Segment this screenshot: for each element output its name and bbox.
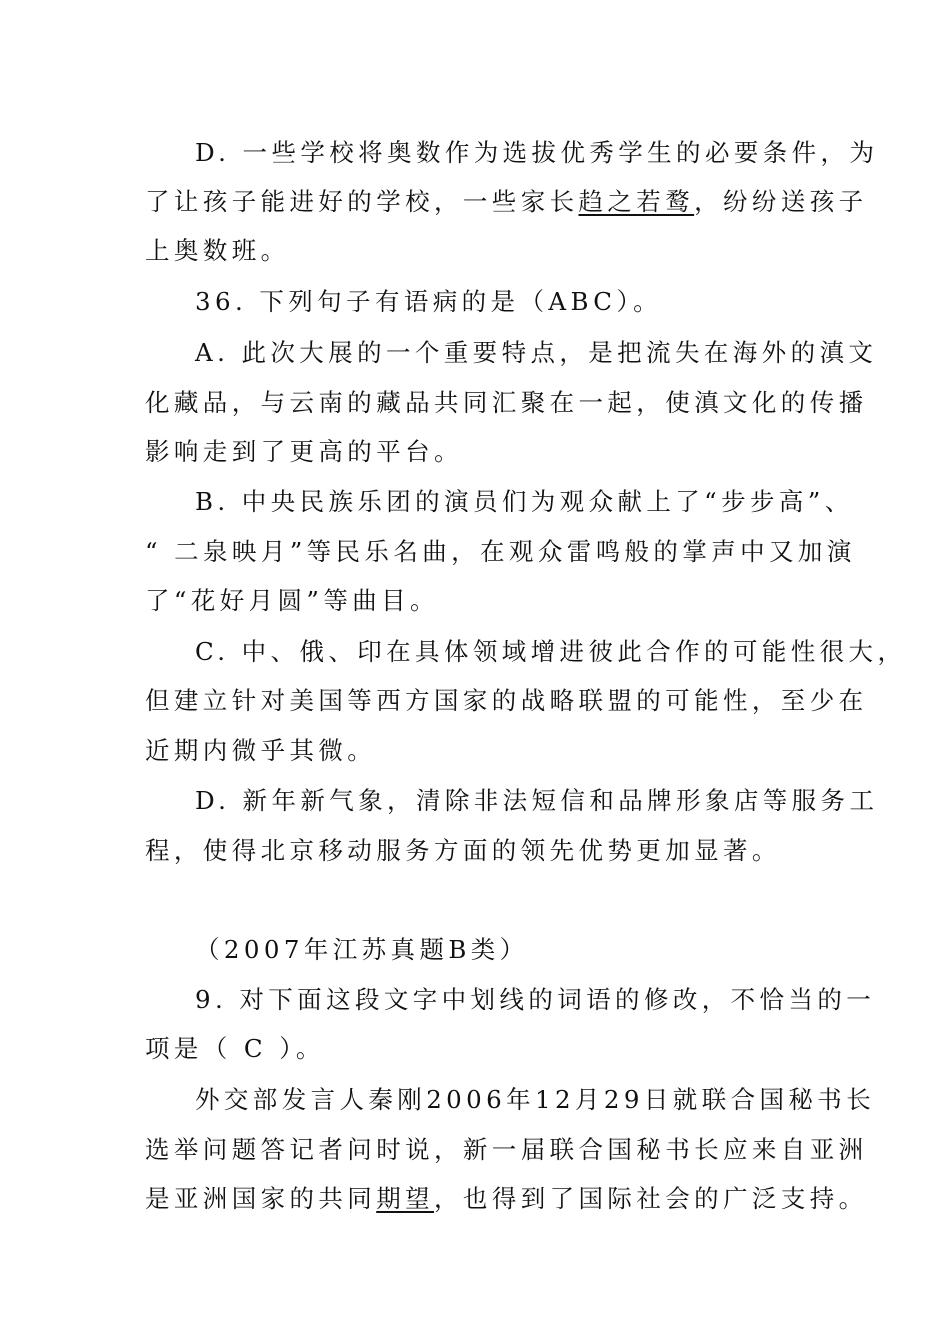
question-36: 36. 下列句子有语病的是（ABC）。 [195, 287, 662, 316]
underlined-phrase: 趋之若鹜 [578, 187, 695, 216]
option-d-line-2 [145, 187, 868, 217]
passage-line-3 [145, 1184, 868, 1214]
option-d-line-3: 上奥数班。 [145, 236, 290, 265]
text-segment: 是亚洲国家的共同 [145, 1184, 377, 1213]
text-segment: 了让孩子能进好的学校，一些家长 [145, 187, 579, 216]
option-d2-line-2: 程，使得北京移动服务方面的领先优势更加显著。 [145, 836, 781, 865]
option-a-line-3: 影响走到了更高的平台。 [145, 437, 463, 466]
option-d-line-1: D. 一些学校将奥数作为选拔优秀学生的必要条件，为 [195, 138, 879, 167]
option-b-line-2: “ 二泉映月”等民乐名曲，在观众雷鸣般的掌声中又加演 [145, 537, 856, 566]
passage-line-1: 外交部发言人秦刚2006年12月29日就联合国秘书长 [195, 1085, 876, 1114]
option-c-line-1: C. 中、俄、印在具体领域增进彼此合作的可能性很大， [195, 637, 907, 666]
option-c-line-3: 近期内微乎其微。 [145, 736, 377, 765]
section-heading: （2007年江苏真题B类） [195, 935, 529, 964]
option-d2-line-1: D. 新年新气象，清除非法短信和品牌形象店等服务工 [195, 786, 879, 815]
passage-line-2: 选举问题答记者问时说，新一届联合国秘书长应来自亚洲 [145, 1135, 868, 1164]
text-segment: ，也得到了国际社会的广泛支持。 [434, 1184, 868, 1213]
option-a-line-1: A. 此次大展的一个重要特点，是把流失在海外的滇文 [195, 338, 878, 367]
question-9-line-2: 项是（ C ）。 [145, 1034, 325, 1063]
option-c-line-2: 但建立针对美国等西方国家的战略联盟的可能性，至少在 [145, 686, 868, 715]
option-b-line-1: B. 中央民族乐团的演员们为观众献上了“步步高”、 [195, 487, 854, 516]
text-segment: ，纷纷送孩子 [694, 187, 868, 216]
option-b-line-3: 了“花好月圆”等曲目。 [145, 586, 439, 615]
option-a-line-2: 化藏品，与云南的藏品共同汇聚在一起，使滇文化的传播 [145, 388, 868, 417]
underlined-phrase: 期望 [376, 1184, 435, 1213]
question-9-line-1: 9. 对下面这段文字中划线的词语的修改，不恰当的一 [195, 985, 876, 1014]
